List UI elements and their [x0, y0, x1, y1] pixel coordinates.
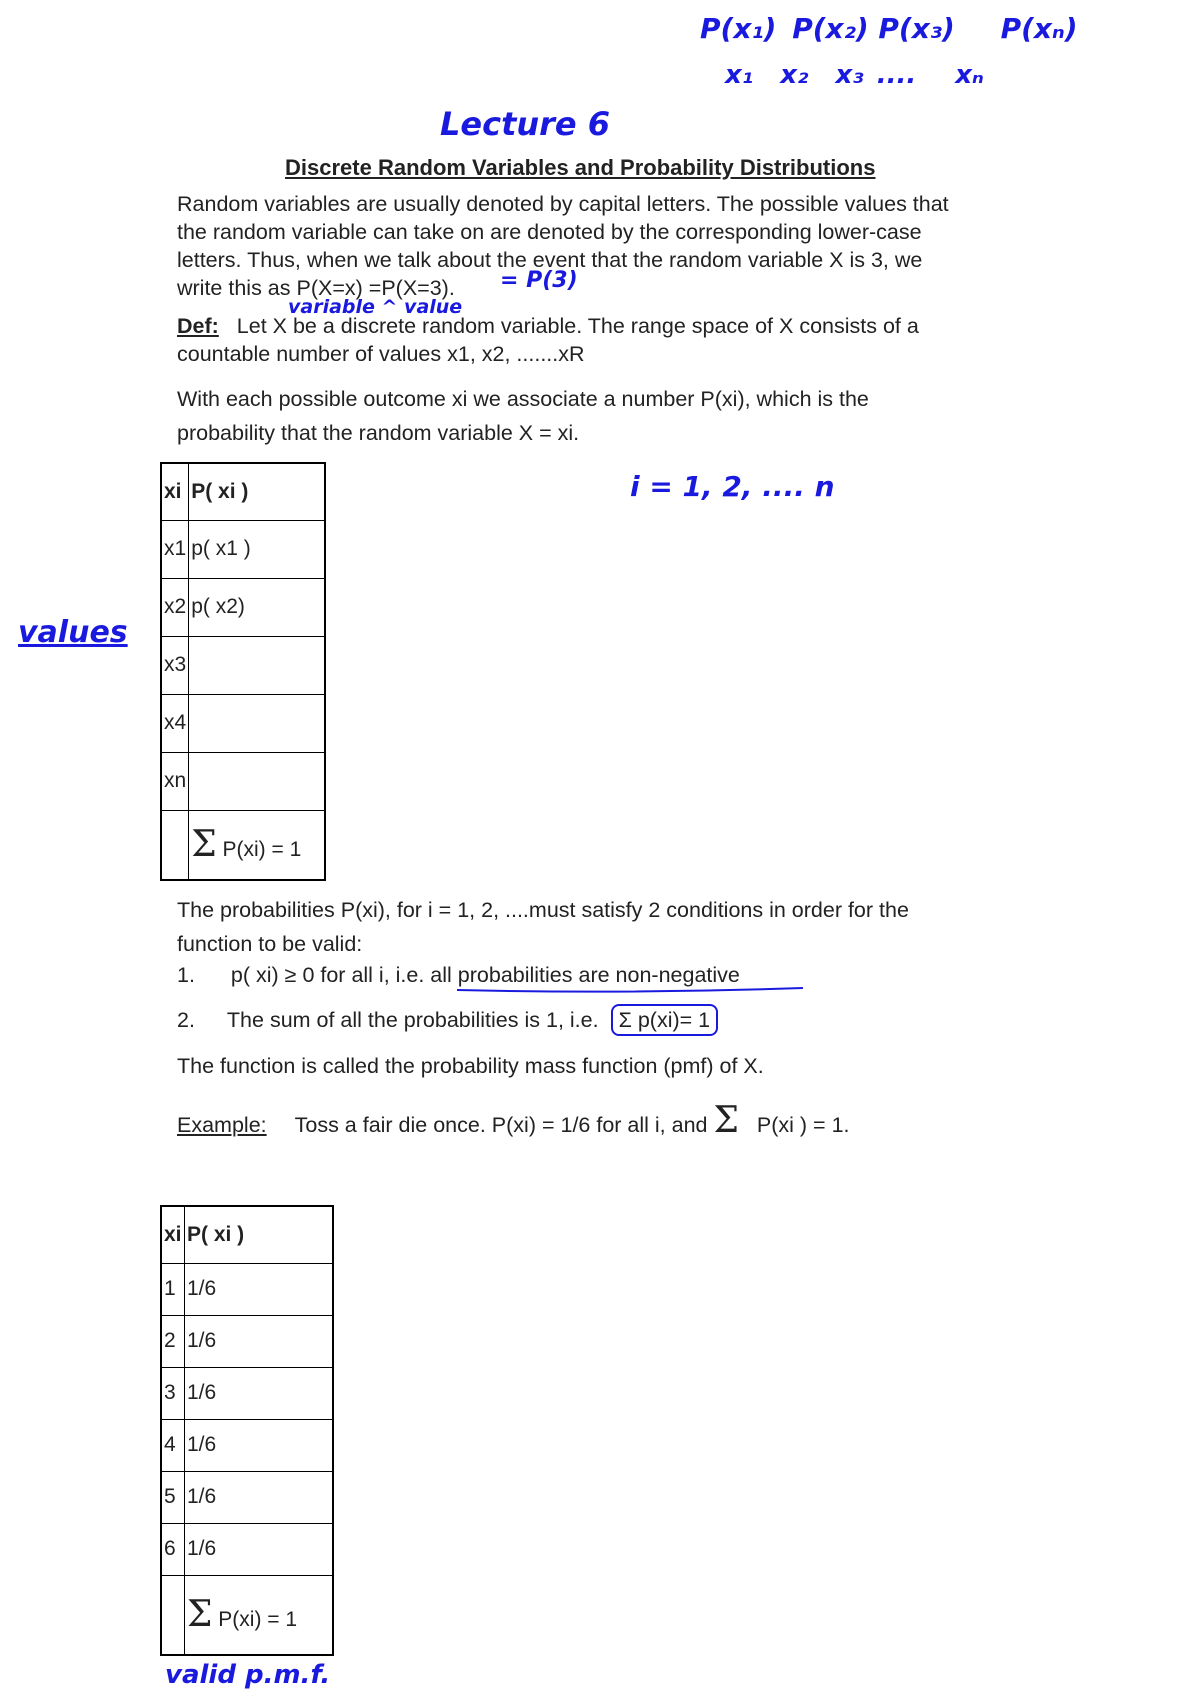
conditions-intro-1: The probabilities P(xi), for i = 1, 2, ....must satisfy 2 conditions in order for the	[177, 898, 909, 922]
cell-x: xn	[161, 752, 189, 810]
example-tail: P(xi ) = 1.	[756, 1113, 850, 1137]
outcome-paragraph	[177, 382, 869, 450]
example-label: Example:	[177, 1113, 267, 1137]
intro-line-1: Random variables are usually denoted by capital letters. The possible values that	[177, 192, 949, 216]
annotation-p3: = P(3)	[500, 268, 578, 293]
annotation-underline	[455, 985, 805, 995]
sum-text: P(xi) = 1	[222, 838, 302, 862]
table-row	[161, 636, 325, 694]
table-row	[161, 1263, 333, 1315]
cell-p: 1/6	[185, 1523, 334, 1575]
table-row	[161, 1419, 333, 1471]
table-row	[161, 520, 325, 578]
outcome-line-1: With each possible outcome xi we associate a number P(xi), which is the	[177, 387, 869, 411]
ann-var-1: x₁	[725, 60, 754, 90]
cell-p	[189, 636, 325, 694]
cell-p: 1/6	[185, 1263, 334, 1315]
ann-prob-1: P(x₁)	[700, 12, 777, 45]
ann-var-dots: ....	[876, 60, 917, 90]
cell-x: 6	[161, 1523, 185, 1575]
ann-prob-3: P(x₃)	[878, 12, 955, 45]
annotation-index-range: i = 1, 2, .... n	[630, 470, 835, 503]
table-row	[161, 752, 325, 810]
cell-p: 1/6	[185, 1419, 334, 1471]
example-sigma: Σ	[713, 1100, 739, 1141]
def-text-1: Let X be a discrete random variable. The range space of X consists of a	[236, 314, 919, 338]
header-x: xi	[161, 1206, 185, 1263]
conditions	[177, 893, 909, 961]
cell-p: 1/6	[185, 1471, 334, 1523]
sum-empty-cell	[161, 1575, 185, 1655]
definition	[177, 312, 919, 368]
intro-line-2: the random variable can take on are denoted by the corresponding lower-case	[177, 220, 922, 244]
sum-text: P(xi) = 1	[218, 1608, 298, 1632]
ann-var-3: x₃	[835, 60, 864, 90]
example	[177, 1100, 850, 1146]
condition-2-formula: Σ p(xi)= 1	[611, 1004, 719, 1036]
annotation-top-probs	[700, 12, 1078, 45]
cell-p	[189, 694, 325, 752]
condition-2-text: The sum of all the probabilities is 1, i.e.	[226, 1008, 599, 1032]
definition-line-1	[177, 312, 919, 340]
conditions-intro-2: function to be valid:	[177, 932, 363, 956]
table-row	[161, 1471, 333, 1523]
intro-line-4: write this as P(X=x) =P(X=3).	[177, 276, 455, 300]
condition-2	[177, 1006, 718, 1034]
cell-x: 5	[161, 1471, 185, 1523]
condition-1-number: 1.	[177, 963, 195, 987]
cell-x: 1	[161, 1263, 185, 1315]
cell-p: 1/6	[185, 1367, 334, 1419]
cell-p: 1/6	[185, 1315, 334, 1367]
cell-x: x4	[161, 694, 189, 752]
cell-x: 4	[161, 1419, 185, 1471]
sum-cell	[189, 810, 325, 880]
condition-1-text: p( xi) ≥ 0 for all i, i.e. all probabilities are non-negative	[230, 963, 740, 987]
sigma-symbol: Σ	[187, 1594, 213, 1636]
table-row	[161, 1367, 333, 1419]
page-title: Discrete Random Variables and Probability Distributions	[285, 155, 876, 180]
def-label: Def:	[177, 314, 219, 338]
table-row	[161, 1523, 333, 1575]
annotation-values: values	[18, 615, 128, 650]
header-x: xi	[161, 463, 189, 520]
condition-2-number: 2.	[177, 1008, 195, 1032]
cell-x: 3	[161, 1367, 185, 1419]
cell-x: x1	[161, 520, 189, 578]
ann-var-2: x₂	[780, 60, 809, 90]
cell-x: x3	[161, 636, 189, 694]
sum-empty-cell	[161, 810, 189, 880]
table-row	[161, 1315, 333, 1367]
table-row	[161, 694, 325, 752]
example-text: Toss a fair die once. P(xi) = 1/6 for all i, and	[294, 1113, 708, 1137]
sum-cell	[185, 1575, 334, 1655]
cell-p: p( x1 )	[189, 520, 325, 578]
pmf-definition: The function is called the probability mass function (pmf) of X.	[177, 1054, 764, 1078]
cell-p: p( x2)	[189, 578, 325, 636]
table-row	[161, 578, 325, 636]
cell-p	[189, 752, 325, 810]
ann-prob-2: P(x₂)	[792, 12, 869, 45]
annotation-top-vars	[725, 60, 984, 90]
ann-prob-n: P(xₙ)	[1000, 12, 1078, 45]
sigma-symbol: Σ	[191, 824, 217, 866]
cell-x: 2	[161, 1315, 185, 1367]
outcome-line-2: probability that the random variable X = xi.	[177, 421, 580, 445]
table-sum-row	[161, 1575, 333, 1655]
ann-var-n: xₙ	[955, 60, 984, 90]
intro-line-3: letters. Thus, when we talk about the event that the random variable X is 3, we	[177, 248, 923, 272]
cell-x: x2	[161, 578, 189, 636]
annotation-variable-value: variable ^ value	[288, 296, 463, 318]
table-sum-row	[161, 810, 325, 880]
header-p: P( xi )	[185, 1206, 334, 1263]
annotation-lecture: Lecture 6	[440, 105, 611, 143]
def-text-2: countable number of values x1, x2, .......xR	[177, 342, 585, 366]
pmf-table-die	[160, 1205, 334, 1656]
table-header-row	[161, 463, 325, 520]
annotation-valid-pmf: valid p.m.f.	[165, 1660, 331, 1690]
pmf-table-general	[160, 462, 326, 881]
header-p: P( xi )	[189, 463, 325, 520]
table-header-row	[161, 1206, 333, 1263]
